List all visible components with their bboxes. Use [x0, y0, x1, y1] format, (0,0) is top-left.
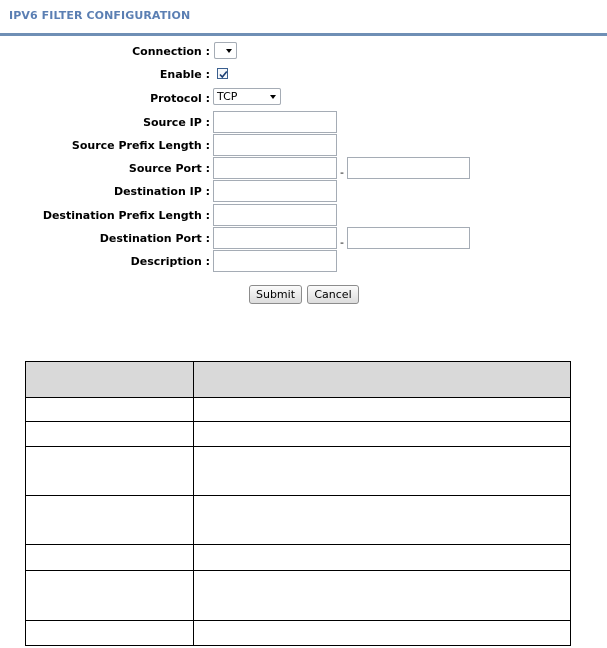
- source-ip-input[interactable]: [213, 111, 337, 133]
- description-table: [25, 361, 571, 646]
- table-cell: [26, 621, 194, 646]
- table-cell: [194, 447, 571, 496]
- table-cell: [194, 545, 571, 571]
- table-row: [26, 496, 571, 545]
- destination-port-label: Destination Port :: [99, 232, 210, 245]
- destination-ip-label: Destination IP :: [113, 185, 210, 198]
- table-cell: [26, 422, 194, 447]
- table-row: [26, 447, 571, 496]
- source-port-start-input[interactable]: [213, 157, 337, 179]
- protocol-value: TCP: [217, 90, 238, 103]
- connection-select[interactable]: [214, 42, 237, 59]
- source-prefix-length-label: Source Prefix Length :: [71, 139, 210, 152]
- chevron-down-icon: [270, 95, 276, 99]
- connection-label: Connection :: [132, 45, 210, 58]
- panel-header: [0, 0, 607, 36]
- table-row: [26, 621, 571, 646]
- table-row: [26, 571, 571, 621]
- description-input[interactable]: [213, 250, 337, 272]
- source-port-label: Source Port :: [128, 162, 210, 175]
- range-separator: -: [340, 236, 344, 249]
- table-row: [26, 545, 571, 571]
- chevron-down-icon: [226, 49, 232, 53]
- source-ip-label: Source IP :: [143, 116, 210, 129]
- table-header-row: [26, 362, 571, 398]
- table-cell: [194, 621, 571, 646]
- page-title: IPV6 FILTER CONFIGURATION: [9, 9, 191, 22]
- table-cell: [26, 571, 194, 621]
- destination-prefix-length-input[interactable]: [213, 204, 337, 226]
- table-cell: [194, 422, 571, 447]
- destination-prefix-length-label: Destination Prefix Length :: [42, 209, 210, 222]
- destination-ip-input[interactable]: [213, 180, 337, 202]
- table-row: [26, 422, 571, 447]
- checkmark-icon: [218, 69, 229, 80]
- destination-port-start-input[interactable]: [213, 227, 337, 249]
- table-row: [26, 398, 571, 422]
- table-cell: [194, 398, 571, 422]
- range-separator: -: [340, 166, 344, 179]
- source-prefix-length-input[interactable]: [213, 134, 337, 156]
- table-cell: [26, 447, 194, 496]
- submit-button[interactable]: Submit: [249, 285, 302, 304]
- table-cell: [194, 496, 571, 545]
- table-header-cell: [194, 362, 571, 398]
- table-cell: [26, 398, 194, 422]
- source-port-end-input[interactable]: [347, 157, 470, 179]
- description-label: Description :: [130, 255, 210, 268]
- destination-port-end-input[interactable]: [347, 227, 470, 249]
- cancel-button[interactable]: Cancel: [307, 285, 359, 304]
- table-cell: [194, 571, 571, 621]
- protocol-label: Protocol :: [150, 92, 210, 105]
- table-cell: [26, 496, 194, 545]
- enable-checkbox[interactable]: [217, 68, 228, 79]
- protocol-select[interactable]: [213, 88, 281, 105]
- table-cell: [26, 545, 194, 571]
- enable-label: Enable :: [159, 68, 210, 81]
- table-header-cell: [26, 362, 194, 398]
